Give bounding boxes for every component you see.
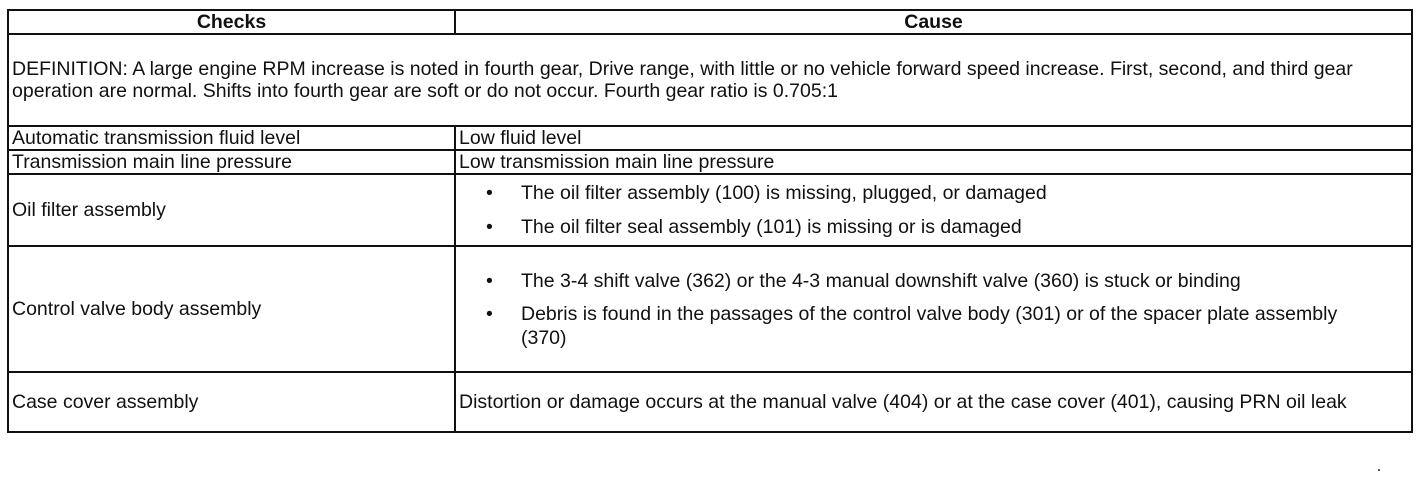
cause-bullet-list [459, 269, 1407, 350]
definition-text: DEFINITION: A large engine RPM increase is noted in fourth gear, Drive range, with little or no vehicle forward speed increase. First, second, and third gear operation are normal. Shifts into fourth gear are soft or do not occur. Fourth gear ratio is 0.705:1 [8, 34, 1412, 126]
bullet-icon: • [486, 216, 493, 238]
table-row [8, 372, 1412, 432]
table-row [8, 150, 1412, 174]
cause-cell [455, 174, 1412, 246]
list-item [477, 269, 1407, 293]
cause-bullet-text: The oil filter seal assembly (101) is missing or is damaged [521, 216, 1022, 238]
table-row [8, 126, 1412, 150]
header-checks: Checks [8, 10, 455, 34]
cause-cell [455, 246, 1412, 372]
cause-bullet-text: Debris is found in the passages of the control valve body (301) or of the spacer plate assembly (370) [521, 302, 1338, 349]
list-item [477, 302, 1407, 350]
check-cell: Case cover assembly [8, 372, 455, 432]
cause-cell [455, 372, 1412, 432]
cause-bullet-list [459, 181, 1407, 239]
bullet-icon: • [486, 302, 493, 325]
diagnostic-table [7, 9, 1413, 433]
check-cell: Control valve body assembly [8, 246, 455, 372]
list-item [477, 181, 1407, 205]
check-cell: Oil filter assembly [8, 174, 455, 246]
header-row [8, 10, 1412, 34]
cause-cell: Low transmission main line pressure [455, 150, 1412, 174]
bullet-icon: • [486, 182, 493, 204]
header-cause: Cause [455, 10, 1412, 34]
check-cell: Transmission main line pressure [8, 150, 455, 174]
cause-bullet-text: The oil filter assembly (100) is missing, plugged, or damaged [521, 182, 1047, 204]
cause-text: Distortion or damage occurs at the manual valve (404) or at the case cover (401), causing PRN oil leak [459, 391, 1347, 413]
definition-row [8, 34, 1412, 126]
check-cell: Automatic transmission fluid level [8, 126, 455, 150]
table-row [8, 246, 1412, 372]
cause-cell: Low fluid level [455, 126, 1412, 150]
bullet-icon: • [486, 269, 493, 292]
scan-speck [1378, 469, 1380, 471]
table-row [8, 174, 1412, 246]
cause-bullet-text: The 3-4 shift valve (362) or the 4-3 manual downshift valve (360) is stuck or binding [521, 269, 1241, 292]
list-item [477, 215, 1407, 239]
